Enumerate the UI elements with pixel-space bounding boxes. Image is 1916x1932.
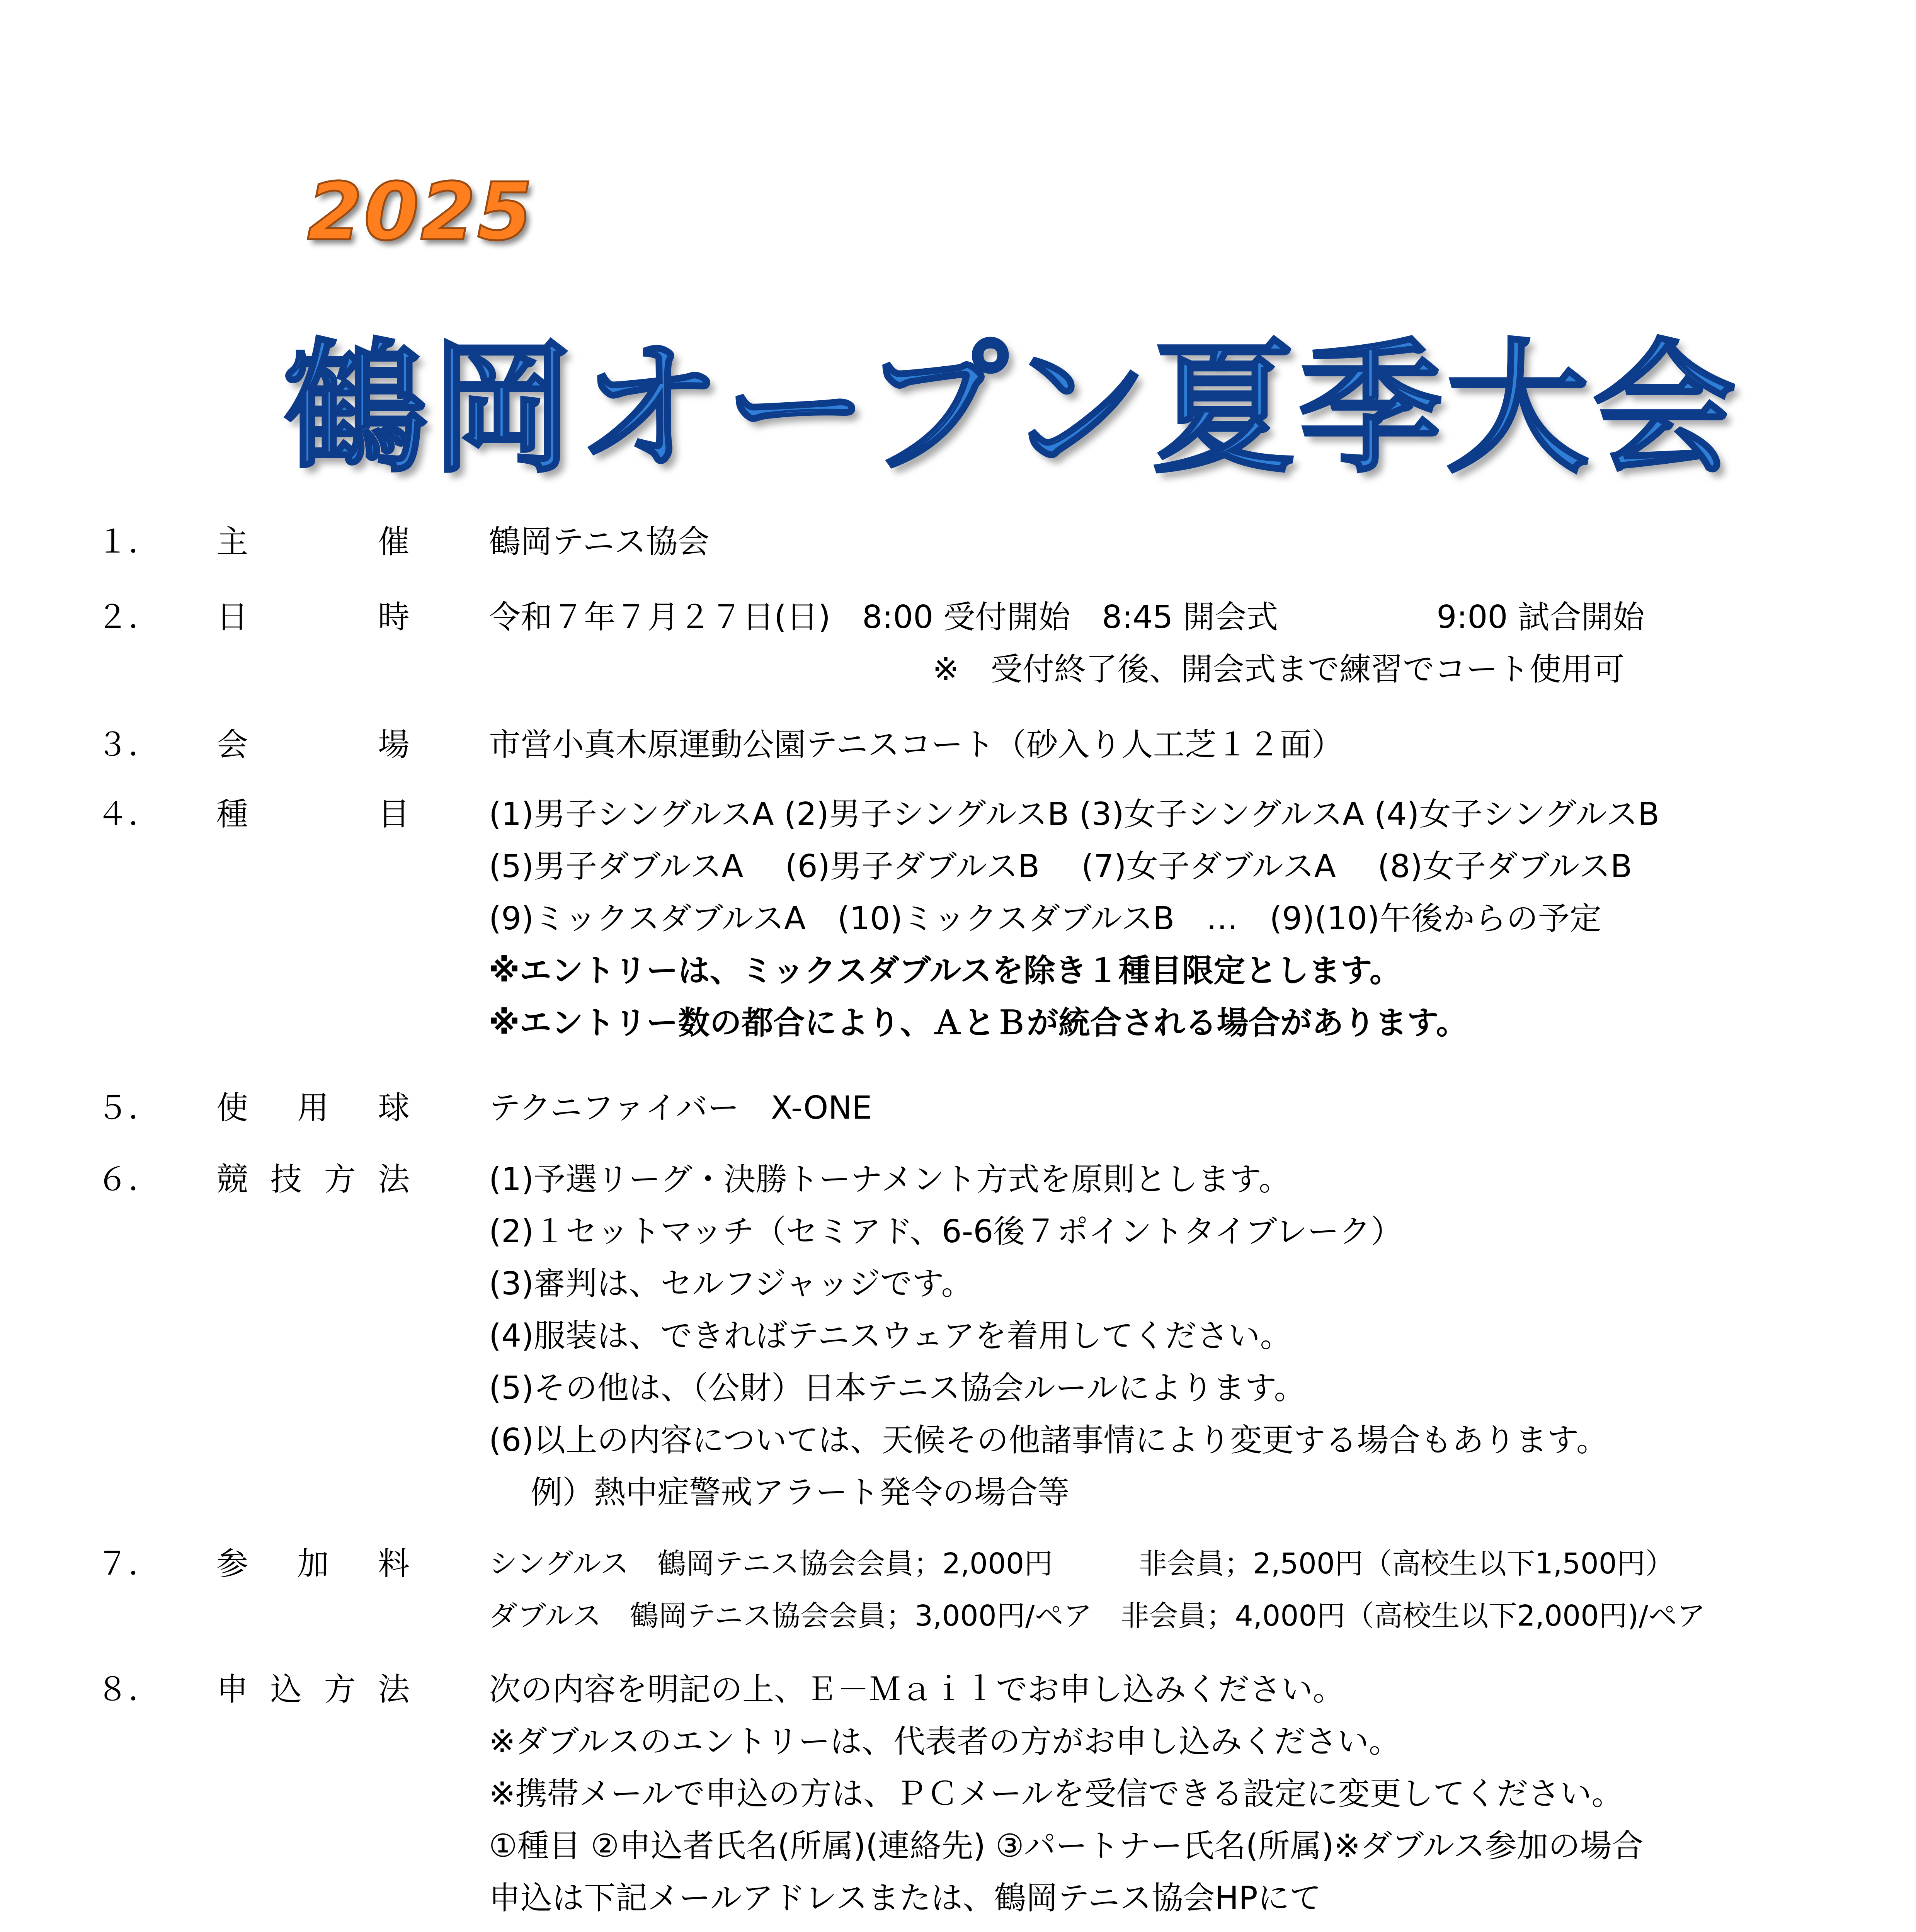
section-label: 主 催: [216, 524, 410, 560]
content-line: ※ダブルスのエントリーは、代表者の方がお申し込みください。: [489, 1723, 1400, 1760]
section-number: ４．: [97, 796, 160, 833]
content-line: (6)以上の内容については、天候その他諸事情により変更する場合もあります。: [489, 1422, 1608, 1459]
content-line: (5)男子ダブルスA (6)男子ダブルスB (7)女子ダブルスA (8)女子ダブルスB: [489, 848, 1632, 885]
content-line: (1)男子シングルスA (2)男子シングルスB (3)女子シングルスA (4)女子シングルスB: [489, 796, 1660, 833]
year-heading: 2025: [307, 166, 534, 258]
content-line: (5)その他は、（公財）日本テニス協会ルールによります。: [489, 1370, 1306, 1406]
section-label: 日 時: [216, 599, 410, 636]
content-line: 次の内容を明記の上、Ｅ－Ｍａｉｌでお申し込みください。: [489, 1671, 1345, 1708]
content-line: ダブルス 鶴岡テニス協会会員；3,000円/ペア 非会員；4,000円（高校生以下2,000円)/ペア: [489, 1599, 1706, 1633]
entry-note: ※エントリー数の都合により、ＡとＢが統合される場合があります。: [489, 1005, 1468, 1041]
section-content: [489, 788, 1888, 1049]
entry-note: ※エントリーは、ミックスダブルスを除き１種目限定とします。: [489, 952, 1401, 989]
content-line: (4)服装は、できればテニスウェアを着用してください。: [489, 1318, 1292, 1354]
tournament-title: 鶴岡オープン夏季大会: [284, 326, 1740, 492]
section-label: 競 技 方 法: [216, 1161, 410, 1198]
section-content: [489, 1153, 1888, 1519]
section-content: [489, 719, 1888, 771]
section-label: 種 目: [216, 796, 410, 833]
content-line: (2)１セットマッチ（セミアド、6-6後７ポイントタイブレーク）: [489, 1213, 1403, 1250]
section-number: １．: [97, 524, 160, 560]
content-line: (1)予選リーグ・決勝トーナメント方式を原則とします。: [489, 1161, 1291, 1198]
section-content: [489, 1538, 1888, 1642]
content-line: ※携帯メールで申込の方は、ＰＣメールを受信できる設定に変更してください。: [489, 1776, 1623, 1812]
section-content: [489, 516, 1888, 568]
content-line: 例）熱中症警戒アラート発令の場合等: [489, 1474, 1070, 1511]
section-content: [489, 591, 1888, 696]
section-number: ２．: [97, 599, 160, 636]
section-number: ６．: [97, 1161, 160, 1198]
content-line: シングルス 鶴岡テニス協会会員；2,000円 非会員；2,500円（高校生以下1,500円）: [489, 1547, 1674, 1580]
section-content: [489, 1663, 1888, 1932]
section-content: [489, 1082, 1888, 1134]
content-line: 鶴岡テニス協会: [489, 524, 710, 560]
email-link[interactable]: [489, 1924, 1888, 1932]
content-line: 令和７年７月２７日(日) 8:00 受付開始 8:45 開会式 9:00 試合開始: [489, 599, 1645, 636]
section-label: 参 加 料: [216, 1546, 410, 1582]
section-label: 会 場: [216, 726, 410, 763]
section-label: 使 用 球: [216, 1090, 410, 1126]
section-number: ７．: [97, 1546, 160, 1582]
content-line: テクニファイバー X-ONE: [489, 1090, 872, 1126]
content-line: ※ 受付終了後、開会式まで練習でコート使用可: [489, 651, 1625, 688]
section-number: ５．: [97, 1090, 160, 1126]
content-line: (3)審判は、セルフジャッジです。: [489, 1265, 973, 1302]
content-line: 市営小真木原運動公園テニスコート（砂入り人工芝１２面）: [489, 726, 1343, 763]
section-number: ８．: [97, 1671, 160, 1708]
content-line: 申込は下記メールアドレスまたは、鶴岡テニス協会HPにて: [489, 1880, 1321, 1917]
content-line: ①種目 ②申込者氏名(所属)(連絡先) ③パートナー氏名(所属)※ダブルス参加の場合: [489, 1828, 1644, 1864]
content-line: (9)ミックスダブルスA (10)ミックスダブルスB … (9)(10)午後からの予定: [489, 900, 1601, 937]
section-label: 申 込 方 法: [216, 1671, 410, 1708]
section-number: ３．: [97, 726, 160, 763]
